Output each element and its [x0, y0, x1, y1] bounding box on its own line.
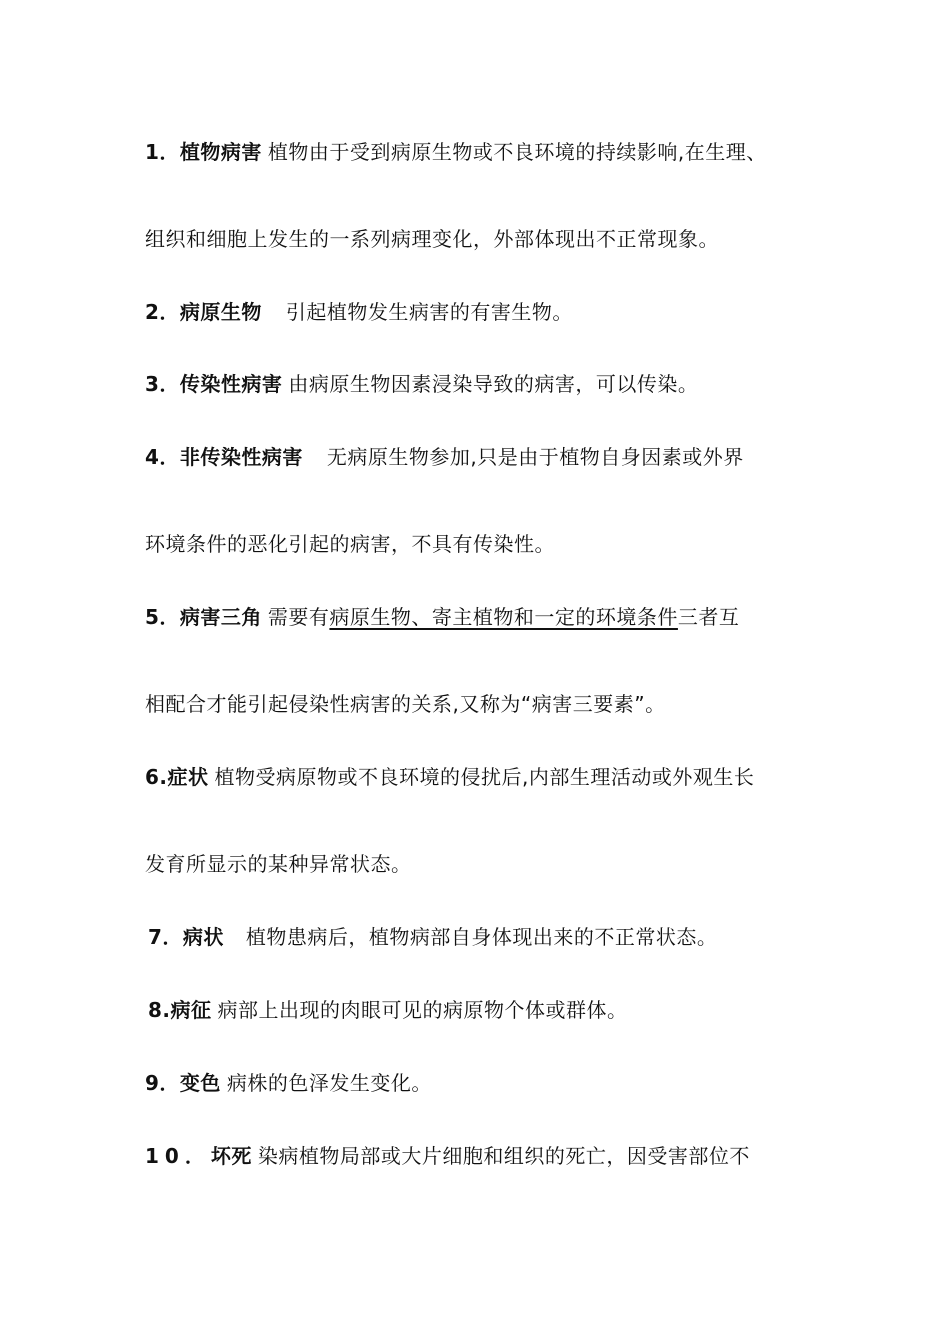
entry-number: 10． [145, 1144, 211, 1168]
entry-7-line-1 [148, 923, 717, 951]
definition-text: 引起植物发生病害的有害生物。 [285, 300, 573, 324]
entry-number: 7． [148, 925, 183, 949]
entry-number: 6. [145, 765, 168, 789]
term-title: 植物病害 [179, 140, 262, 164]
entry-8-line-1 [148, 996, 628, 1024]
term-title: 病征 [170, 998, 212, 1022]
entry-10-line-1 [145, 1142, 750, 1170]
definition-text: 植物受病原物或不良环境的侵扰后,内部生理活动或外观生长 [214, 765, 755, 789]
entry-6-line-1 [145, 763, 754, 791]
definition-text: 相配合才能引起侵染性病害的关系,又称为“病害三要素”。 [145, 692, 666, 716]
definition-text: 染病植物局部或大片细胞和组织的死亡，因受害部位不 [257, 1144, 750, 1168]
definition-text: 病株的色泽发生变化。 [226, 1071, 432, 1095]
term-title: 症状 [167, 765, 209, 789]
entry-6-line-2 [145, 850, 412, 878]
entry-5-line-2 [145, 690, 666, 718]
definition-text: 发育所显示的某种异常状态。 [145, 852, 412, 876]
entry-1-line-2 [145, 225, 719, 253]
definition-text: 植物患病后，植物病部自身体现出来的不正常状态。 [245, 925, 718, 949]
term-title: 病状 [182, 925, 224, 949]
term-title: 变色 [179, 1071, 221, 1095]
entry-5-line-1 [145, 603, 739, 631]
entry-number: 2． [145, 300, 180, 324]
definition-text: 病部上出现的肉眼可见的病原物个体或群体。 [217, 998, 628, 1022]
definition-text: 植物由于受到病原生物或不良环境的持续影响,在生理、 [267, 140, 767, 164]
entry-number: 1． [145, 140, 180, 164]
entry-number: 4． [145, 445, 180, 469]
entry-1-line-1 [145, 138, 767, 166]
definition-text: 由病原生物因素浸染导致的病害，可以传染。 [288, 372, 699, 396]
definition-text: 无病原生物参加,只是由于植物自身因素或外界 [326, 445, 744, 469]
definition-text: 组织和细胞上发生的一系列病理变化，外部体现出不正常现象。 [145, 227, 719, 251]
entry-number: 9． [145, 1071, 180, 1095]
definition-text: 环境条件的恶化引起的病害，不具有传染性。 [145, 532, 555, 556]
entry-number: 5． [145, 605, 180, 629]
term-title: 非传染性病害 [179, 445, 303, 469]
definition-text: 三者互 [677, 605, 740, 629]
entry-number: 3． [145, 372, 180, 396]
definition-text: 需要有 [267, 605, 330, 629]
entry-4-line-2 [145, 530, 555, 558]
entry-number: 8. [148, 998, 171, 1022]
term-title: 坏死 [210, 1144, 252, 1168]
entry-2-line-1 [145, 298, 573, 326]
term-title: 病原生物 [179, 300, 262, 324]
entry-4-line-1 [145, 443, 744, 471]
term-title: 病害三角 [179, 605, 262, 629]
entry-9-line-1 [145, 1069, 432, 1097]
underlined-phrase: 病原生物、寄主植物和一定的环境条件 [329, 605, 678, 629]
entry-3-line-1 [145, 370, 698, 398]
term-title: 传染性病害 [179, 372, 283, 396]
